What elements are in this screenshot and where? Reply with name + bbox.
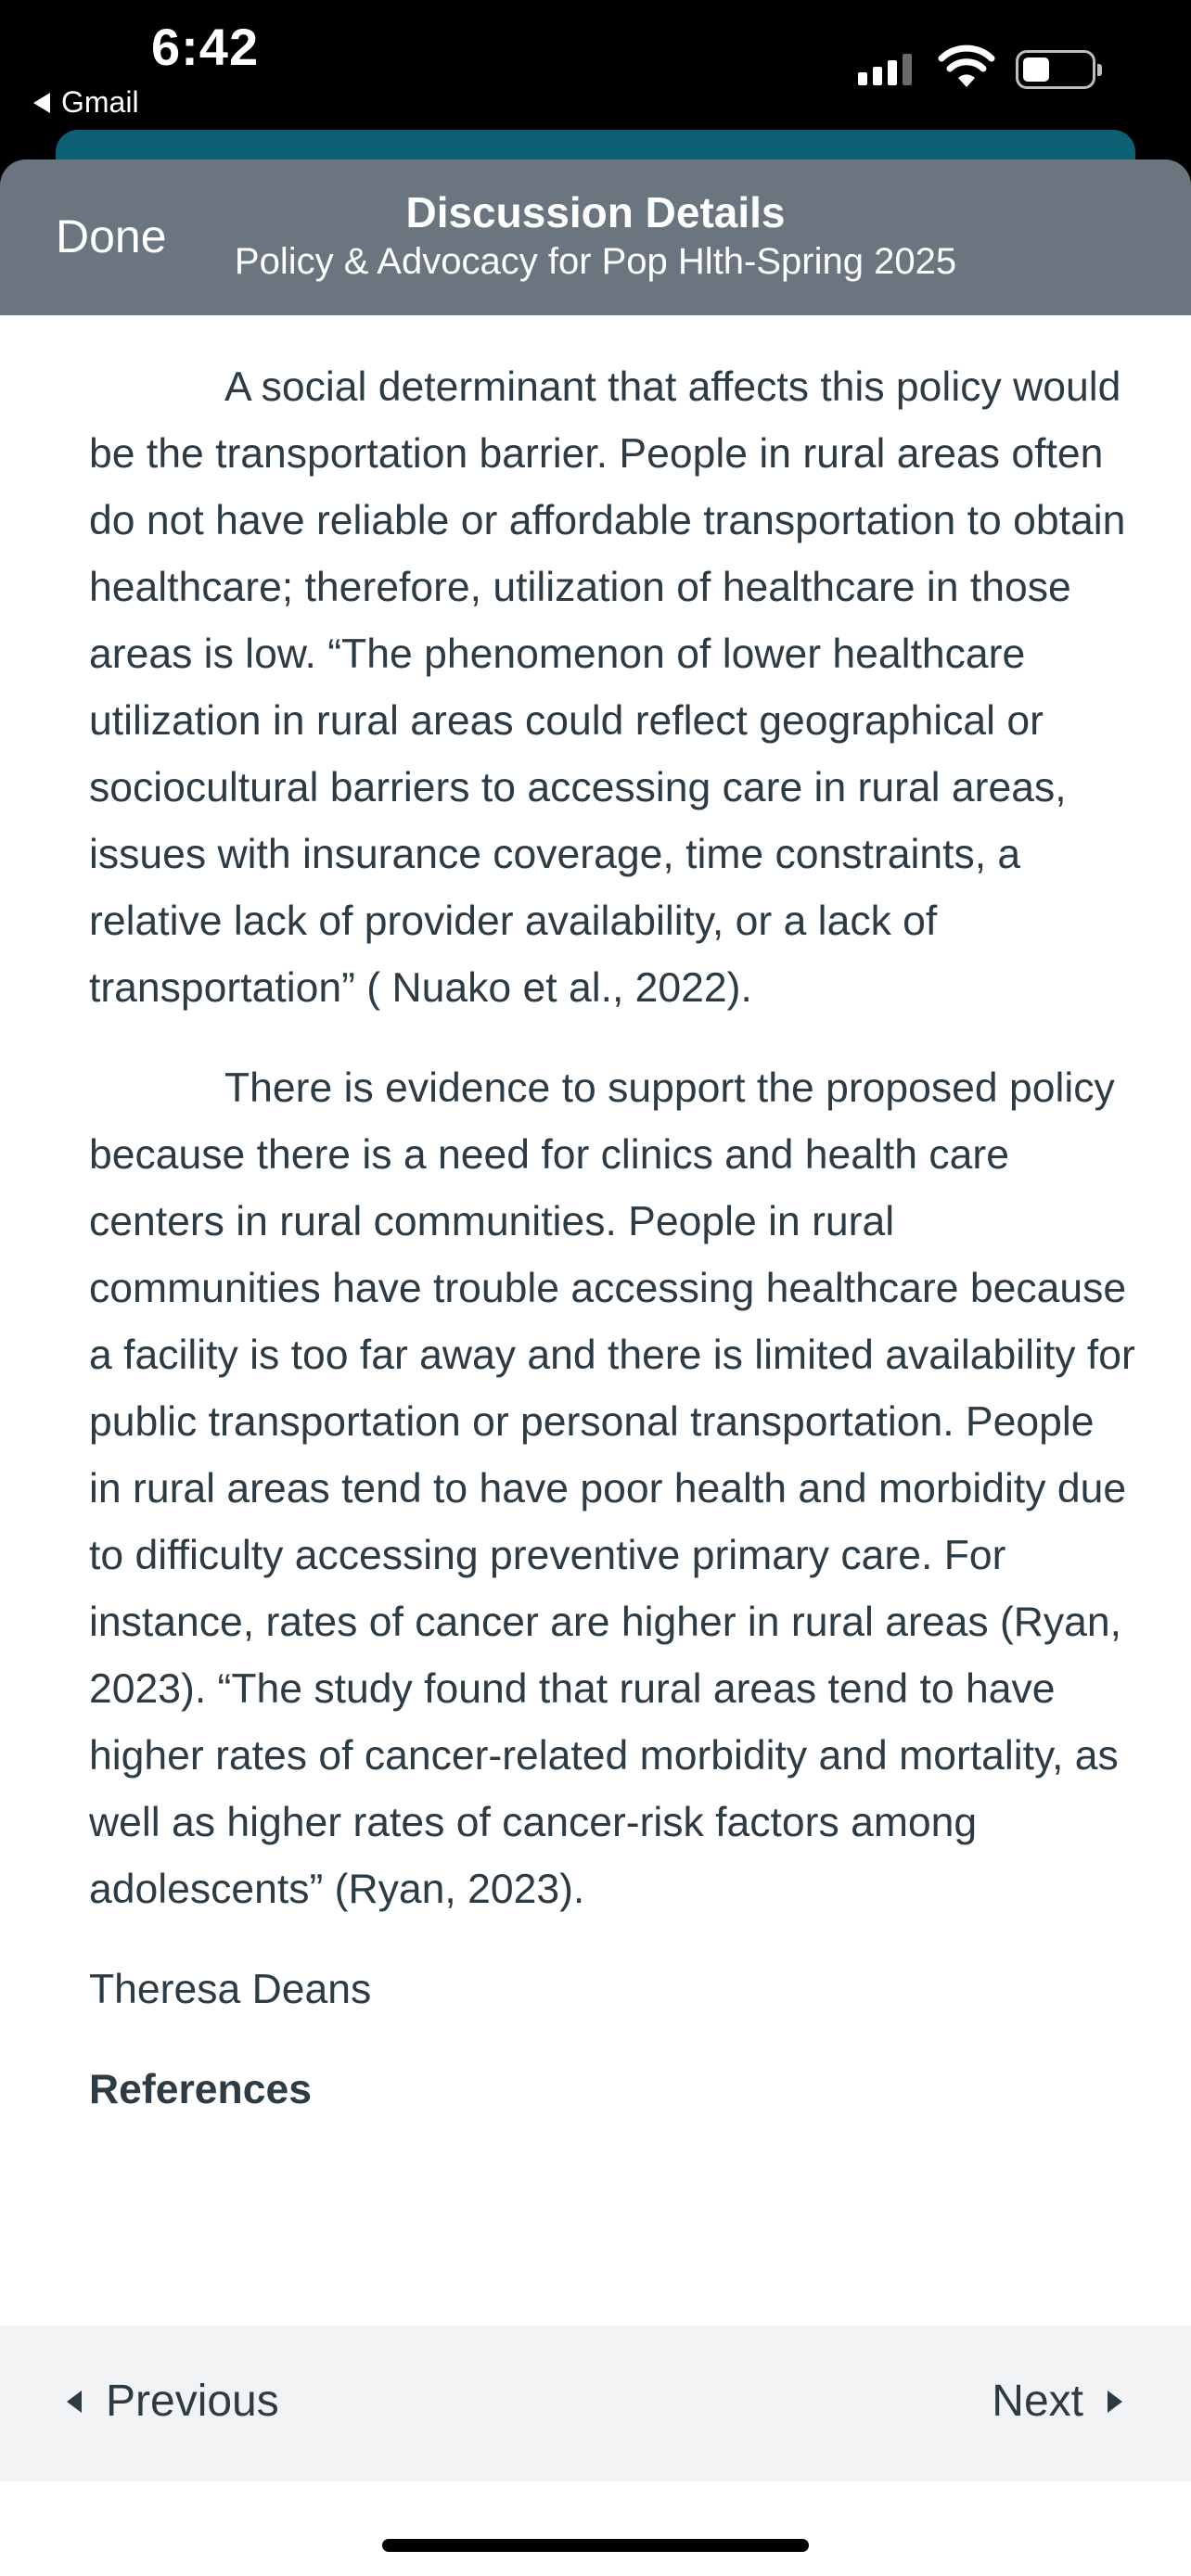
back-triangle-icon bbox=[33, 93, 50, 113]
post-paragraph: There is evidence to support the proposed policy because there is a need for clinics and health care centers in rural communities. People in rural communities have trouble accessing healthcare because a facility is too far away and there is limited availability for public transportation or personal transportation. People in rural areas tend to have poor health and morbidity due to difficulty accessing preventive primary care. For instance, rates of cancer are higher in rural areas (Ryan, 2023). “The study found that rural areas tend to have higher rates of cancer-related morbidity and mortality, as well as higher rates of cancer-risk factors among adolescents” (Ryan, 2023). bbox=[89, 1065, 1135, 1912]
status-time: 6:42 bbox=[151, 18, 260, 76]
page-title: Discussion Details bbox=[405, 188, 786, 236]
previous-label: Previous bbox=[106, 2377, 279, 2426]
done-button[interactable]: Done bbox=[56, 210, 167, 262]
back-to-app-button[interactable] bbox=[33, 85, 139, 120]
references-heading: References bbox=[89, 2067, 312, 2112]
course-subtitle: Policy & Advocacy for Pop Hlth-Spring 2025 bbox=[234, 241, 957, 282]
next-label: Next bbox=[992, 2377, 1083, 2426]
previous-triangle-icon bbox=[67, 2391, 82, 2413]
cellular-signal-icon bbox=[858, 54, 912, 85]
home-area bbox=[0, 2481, 1191, 2576]
back-app-label: Gmail bbox=[61, 85, 139, 119]
status-bar bbox=[0, 0, 1191, 130]
battery-icon bbox=[1016, 50, 1095, 89]
previous-button[interactable] bbox=[67, 2376, 279, 2427]
home-indicator[interactable] bbox=[382, 2539, 809, 2552]
post-signature: Theresa Deans bbox=[89, 1967, 372, 2012]
next-button[interactable] bbox=[992, 2376, 1122, 2427]
footer-navigation bbox=[0, 2326, 1191, 2481]
sheet-header bbox=[0, 159, 1191, 315]
discussion-content[interactable] bbox=[0, 315, 1191, 2326]
next-triangle-icon bbox=[1108, 2391, 1122, 2413]
post-body bbox=[89, 354, 1137, 2123]
post-paragraph: A social determinant that affects this policy would be the transportation barrier. People in rural areas often do not have reliable or affordable transportation to obtain healthcare; therefore, utilization of healthcare in those areas is low. “The phenomenon of lower healthcare utilization in rural areas could reflect geographical or sociocultural barriers to accessing care in rural areas, issues with insurance coverage, time constraints, a relative lack of provider availability, or a lack of transportation” ( Nuako et al., 2022). bbox=[89, 364, 1126, 1011]
wifi-icon bbox=[937, 45, 996, 89]
